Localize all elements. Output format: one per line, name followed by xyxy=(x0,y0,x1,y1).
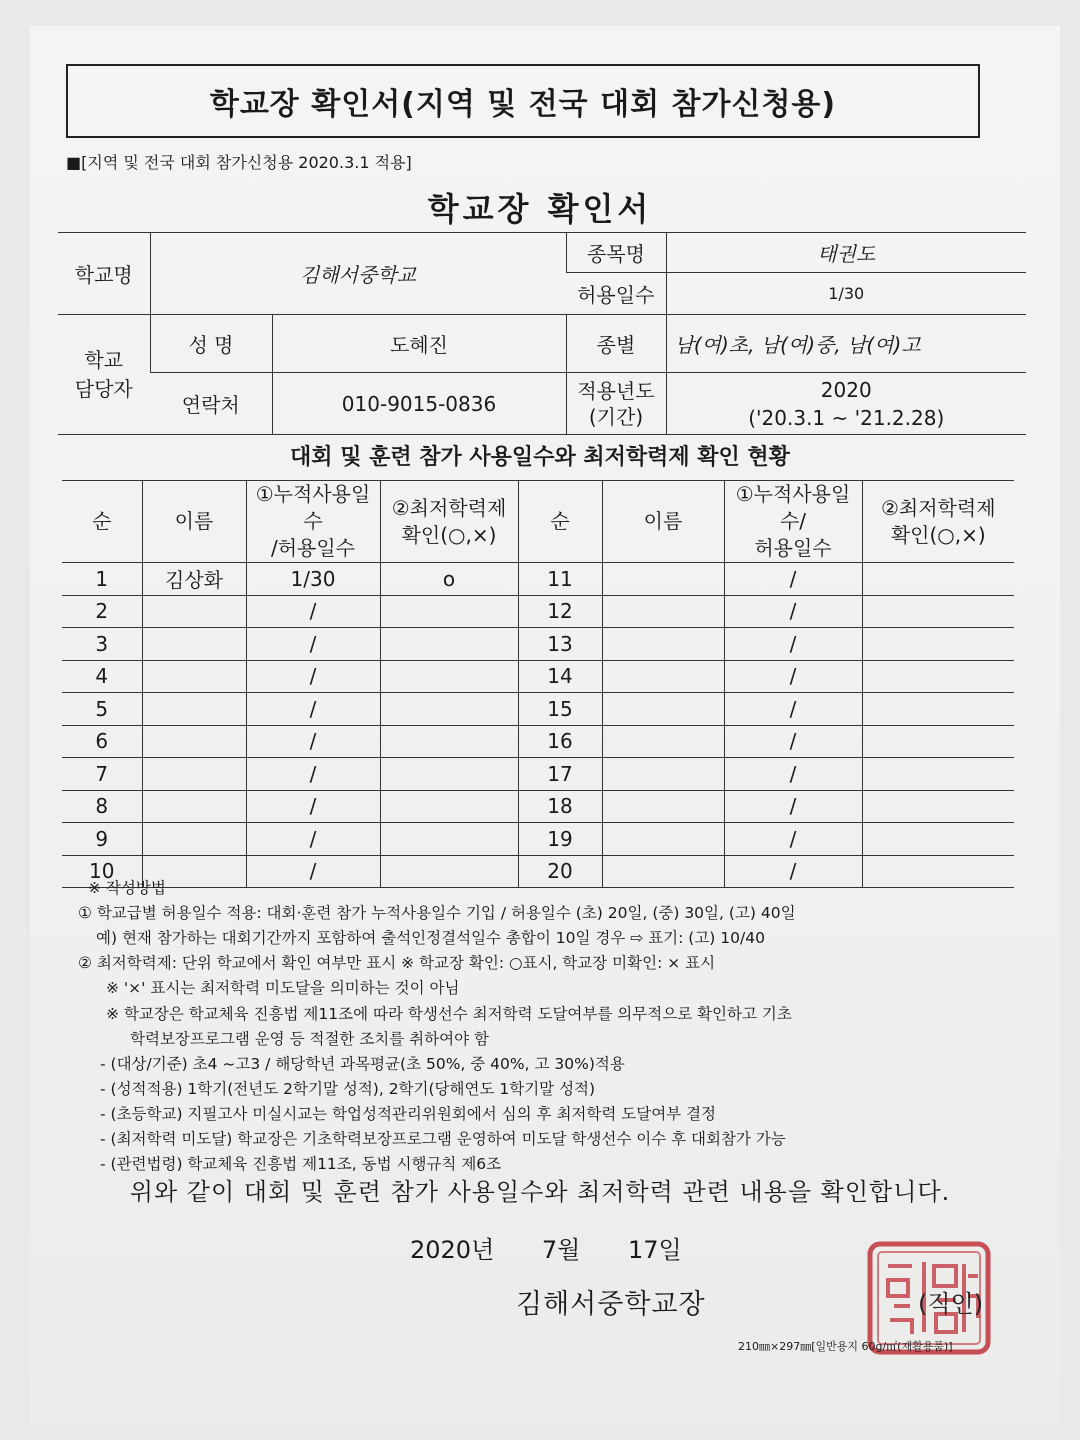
table-cell: / xyxy=(246,628,380,661)
instruction-line: - (최저학력 미도달) 학교장은 기초학력보장프로그램 운영하여 미도달 학생선수 이수 후 대회참가 가능 xyxy=(100,1130,786,1149)
contact-person-label: 학교 담당자 xyxy=(58,315,150,435)
instruction-line: - (초등학교) 지필고사 미실시교는 학업성적관리위원회에서 심의 후 최저학력 도달여부 결정 xyxy=(100,1104,717,1123)
table-cell xyxy=(862,563,1014,596)
table-cell xyxy=(142,758,246,791)
table-cell: 14 xyxy=(518,660,602,693)
table-cell: / xyxy=(724,758,862,791)
instruction-line: - (관련법령) 학교체육 진흥법 제11조, 동법 시행규칙 제6조 xyxy=(100,1155,502,1174)
category-value: 남(여)초, 남(여)중, 남(여)고 xyxy=(666,315,1026,373)
table-cell xyxy=(862,660,1014,693)
table-cell: 15 xyxy=(518,693,602,726)
table-cell xyxy=(380,790,518,823)
table-cell: 1/30 xyxy=(246,563,380,596)
name-label: 성 명 xyxy=(150,315,272,373)
instructions-heading: ※ 작성방법 xyxy=(88,879,166,897)
table-cell: / xyxy=(246,660,380,693)
table-cell: 17 xyxy=(518,758,602,791)
table-cell: 13 xyxy=(518,628,602,661)
table-cell xyxy=(602,595,724,628)
instruction-line: - (성적적용) 1학기(전년도 2학기말 성적), 2학기(당해연도 1학기말 성적) xyxy=(100,1079,596,1098)
table-cell: 9 xyxy=(62,823,142,856)
table-row xyxy=(62,595,1014,628)
event-label: 종목명 xyxy=(566,233,666,273)
table-cell xyxy=(380,725,518,758)
table-cell xyxy=(602,790,724,823)
table-cell xyxy=(862,758,1014,791)
table-cell xyxy=(380,823,518,856)
table-cell xyxy=(142,595,246,628)
table-cell: / xyxy=(724,693,862,726)
table-cell xyxy=(380,758,518,791)
date-year: 2020년 xyxy=(410,1236,495,1264)
table-row xyxy=(62,660,1014,693)
phone-value: 010-9015-0836 xyxy=(272,373,566,435)
table-cell: 5 xyxy=(62,693,142,726)
col-header-days-left: ①누적사용일수 /허용일수 xyxy=(246,481,380,563)
table-cell: / xyxy=(724,790,862,823)
instruction-line: ※ 학교장은 학교체육 진흥법 제11조에 따라 학생선수 최저학력 도달여부를 의무적으로 확인하고 기초 xyxy=(106,1004,792,1023)
table-cell: / xyxy=(724,855,862,888)
table-cell xyxy=(602,725,724,758)
table-cell: 18 xyxy=(518,790,602,823)
instruction-line: - (대상/기준) 초4 ~고3 / 해당학년 과목평균(초 50%, 중 40%, 고 30%)적용 xyxy=(100,1054,625,1073)
table-cell: 3 xyxy=(62,628,142,661)
table-cell xyxy=(142,725,246,758)
table-cell xyxy=(862,693,1014,726)
table-cell xyxy=(380,693,518,726)
col-header-academic-left: ②최저학력제 확인(○,×) xyxy=(380,481,518,563)
confirmation-statement: 위와 같이 대회 및 훈련 참가 사용일수와 최저학력 관련 내용을 확인합니다. xyxy=(129,1178,951,1206)
table-cell: / xyxy=(246,823,380,856)
table-cell xyxy=(380,595,518,628)
table-cell xyxy=(602,660,724,693)
col-header-no-right: 순 xyxy=(518,481,602,563)
table-cell xyxy=(862,823,1014,856)
table-cell xyxy=(602,628,724,661)
period-label: 적용년도 (기간) xyxy=(566,373,666,435)
instruction-line: ② 최저학력제: 단위 학교에서 확인 여부만 표시 ※ 학교장 확인: ○표시, 학교장 미확인: × 표시 xyxy=(78,954,716,973)
table-cell: 2 xyxy=(62,595,142,628)
table-cell xyxy=(380,660,518,693)
col-header-academic-right: ②최저학력제 확인(○,×) xyxy=(862,481,1014,563)
table-cell: / xyxy=(724,628,862,661)
table-row xyxy=(62,563,1014,596)
table-cell xyxy=(602,693,724,726)
period-value xyxy=(666,373,1026,435)
allowed-days-value: 1/30 xyxy=(666,273,1026,315)
table-cell: / xyxy=(246,693,380,726)
table-cell xyxy=(602,823,724,856)
table-cell: 10 xyxy=(62,855,142,888)
table-cell: / xyxy=(724,725,862,758)
table-row xyxy=(62,693,1014,726)
table-cell: 20 xyxy=(518,855,602,888)
signature-date xyxy=(410,1230,722,1265)
date-range-value: ('20.3.1 ~ '21.2.28) xyxy=(748,405,945,430)
col-header-days-right: ①누적사용일수/ 허용일수 xyxy=(724,481,862,563)
table-cell: 16 xyxy=(518,725,602,758)
name-value: 도혜진 xyxy=(272,315,566,373)
info-table xyxy=(58,232,1026,435)
col-header-no-left: 순 xyxy=(62,481,142,563)
table-cell xyxy=(142,660,246,693)
table-cell: / xyxy=(246,790,380,823)
table-cell: / xyxy=(724,563,862,596)
table-cell xyxy=(602,758,724,791)
date-month: 7월 xyxy=(541,1236,581,1264)
school-name-value: 김해서중학교 xyxy=(150,233,566,315)
table-cell: 1 xyxy=(62,563,142,596)
category-label: 종별 xyxy=(566,315,666,373)
table-cell xyxy=(602,563,724,596)
event-value: 태권도 xyxy=(666,233,1026,273)
applicability-note: ■[지역 및 전국 대회 참가신청용 2020.3.1 적용] xyxy=(66,153,412,172)
table-cell: 19 xyxy=(518,823,602,856)
table-cell: / xyxy=(246,855,380,888)
table-cell: / xyxy=(246,595,380,628)
table-cell: 6 xyxy=(62,725,142,758)
table-cell: 4 xyxy=(62,660,142,693)
instruction-line: 학력보장프로그램 운영 등 적절한 조치를 취하여야 함 xyxy=(130,1029,489,1048)
instruction-line: 예) 현재 참가하는 대회기간까지 포함하여 출석인정결석일수 총합이 10일 경우 ⇨ 표기: (고) 10/40 xyxy=(96,929,765,948)
table-row xyxy=(62,823,1014,856)
table-cell: / xyxy=(724,660,862,693)
table-cell: 12 xyxy=(518,595,602,628)
table-cell xyxy=(380,628,518,661)
table-row xyxy=(62,725,1014,758)
table-cell xyxy=(142,790,246,823)
instruction-line: ※ '×' 표시는 최저학력 미도달을 의미하는 것이 아님 xyxy=(106,979,460,998)
principal-title: 김해서중학교장 xyxy=(516,1289,706,1320)
table-cell xyxy=(862,595,1014,628)
table-cell: o xyxy=(380,563,518,596)
paper-spec: 210㎜×297㎜[일반용지 60g/㎡(재활용품)] xyxy=(738,1340,953,1353)
table-cell xyxy=(862,628,1014,661)
table-cell xyxy=(142,693,246,726)
table-row xyxy=(62,790,1014,823)
school-name-label: 학교명 xyxy=(58,233,150,315)
table-cell: / xyxy=(246,758,380,791)
table-cell: / xyxy=(724,823,862,856)
usage-table xyxy=(62,480,1014,888)
table-cell: / xyxy=(246,725,380,758)
table-cell xyxy=(862,725,1014,758)
col-header-name-left: 이름 xyxy=(142,481,246,563)
col-header-name-right: 이름 xyxy=(602,481,724,563)
instructions-block xyxy=(78,876,1018,1177)
usage-section-title: 대회 및 훈련 참가 사용일수와 최저학력제 확인 현황 xyxy=(290,445,790,470)
table-cell xyxy=(142,628,246,661)
table-cell: 8 xyxy=(62,790,142,823)
banner-title: 학교장 확인서(지역 및 전국 대회 참가신청용) xyxy=(66,64,980,138)
document-title: 학교장 확인서 xyxy=(427,190,653,228)
table-cell: 7 xyxy=(62,758,142,791)
table-row xyxy=(62,628,1014,661)
allowed-days-label: 허용일수 xyxy=(566,273,666,315)
table-cell: 11 xyxy=(518,563,602,596)
table-cell xyxy=(862,790,1014,823)
table-row xyxy=(62,758,1014,791)
phone-label: 연락처 xyxy=(150,373,272,435)
seal-label: (직인) xyxy=(918,1290,984,1318)
date-day: 17일 xyxy=(628,1236,682,1264)
table-cell: 김상화 xyxy=(142,563,246,596)
instruction-line: ① 학교급별 허용일수 적용: 대회·훈련 참가 누적사용일수 기입 / 허용일수 (초) 20일, (중) 30일, (고) 40일 xyxy=(78,904,796,923)
year-value: 2020 xyxy=(820,377,872,402)
table-cell xyxy=(142,823,246,856)
table-cell: / xyxy=(724,595,862,628)
